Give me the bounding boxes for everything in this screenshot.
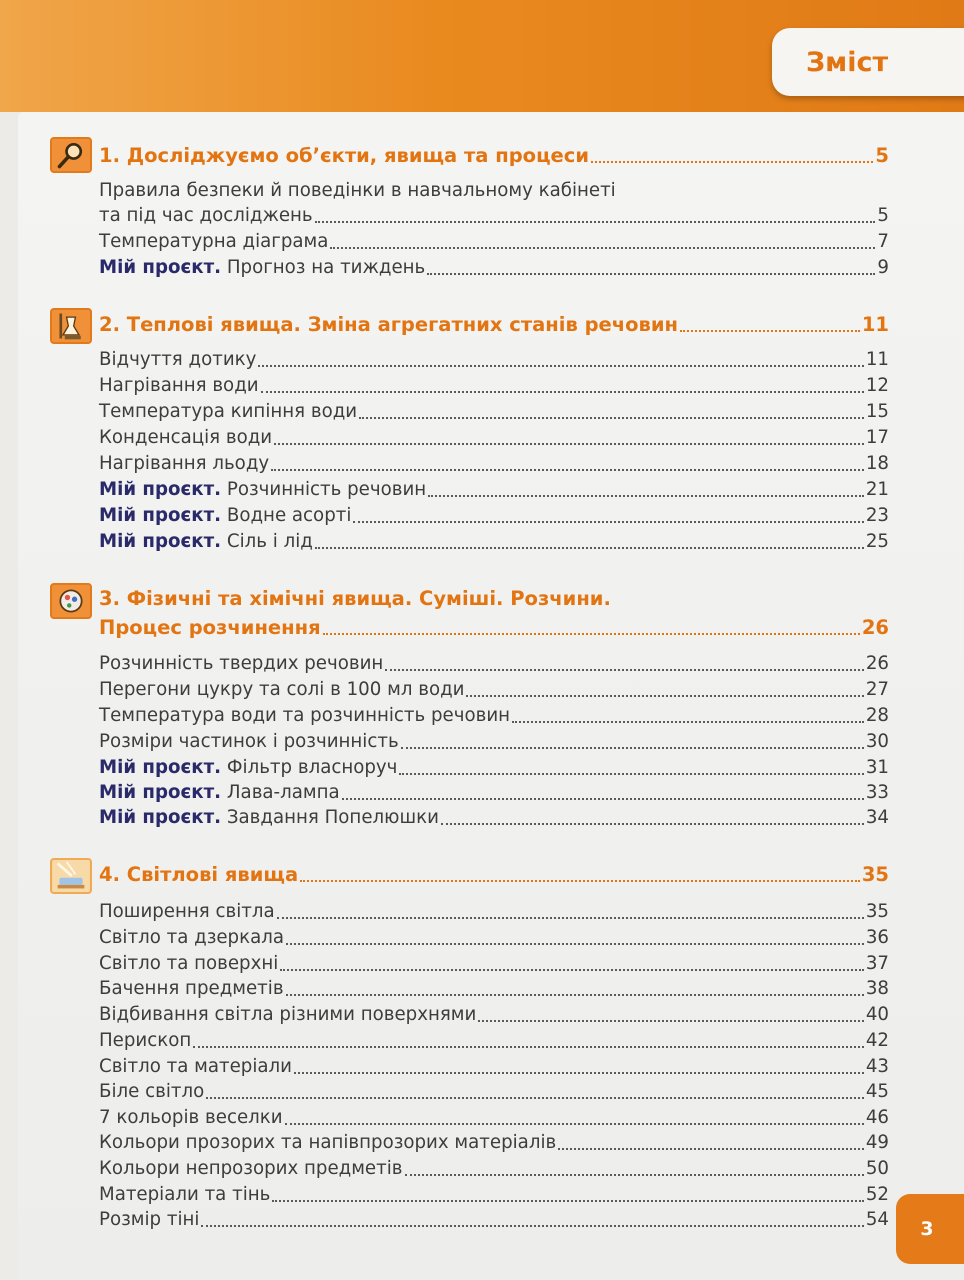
toc-entry[interactable]: Світло та дзеркала 36 xyxy=(99,927,889,948)
toc-entry[interactable]: Температурна діаграма 7 xyxy=(99,231,889,252)
toc-entry[interactable]: Розчинність твердих речовин 26 xyxy=(99,653,889,674)
toc-entry[interactable]: Матеріали та тінь 52 xyxy=(99,1184,889,1205)
magnifier-icon xyxy=(50,137,92,173)
toc-entry[interactable]: Світло та поверхні 37 xyxy=(99,953,889,974)
toc-entry[interactable]: Нагрівання льоду 18 xyxy=(99,453,889,474)
toc-entry[interactable]: Кольори прозорих та напівпрозорих матеріалів 49 xyxy=(99,1132,889,1153)
toc-entry-project[interactable]: Мій проєкт. Лава-лампа 33 xyxy=(99,782,889,803)
toc-entry[interactable]: 7 кольорів веселки 46 xyxy=(99,1107,889,1128)
toc-entry[interactable]: Розмір тіні 54 xyxy=(99,1209,889,1230)
toc-entry[interactable]: Бачення предметів 38 xyxy=(99,978,889,999)
toc-section-4[interactable]: 4. Світлові явища 35 xyxy=(99,863,889,886)
toc-entry-project[interactable]: Мій проєкт. Сіль і лід 25 xyxy=(99,531,889,552)
page-title: Зміст xyxy=(772,28,964,96)
toc-entry[interactable]: Відчуття дотику 11 xyxy=(99,349,889,370)
toc-entry[interactable]: Розміри частинок і розчинність 30 xyxy=(99,731,889,752)
burner-flask-icon xyxy=(50,308,92,344)
toc-entry-line1: Правила безпеки й поведінки в навчальному кабінеті xyxy=(99,180,616,201)
toc-entry[interactable]: Конденсація води 17 xyxy=(99,427,889,448)
toc-entry[interactable]: Перегони цукру та солі в 100 мл води 27 xyxy=(99,679,889,700)
toc-entry-project[interactable]: Мій проєкт. Прогноз на тиждень 9 xyxy=(99,257,889,278)
sunlight-icon xyxy=(50,858,92,894)
toc-entry[interactable]: Температура кипіння води 15 xyxy=(99,401,889,422)
toc-entry[interactable]: Біле світло 45 xyxy=(99,1081,889,1102)
toc-entry[interactable]: Температура води та розчинність речовин 28 xyxy=(99,705,889,726)
toc-entry-project[interactable]: Мій проєкт. Завдання Попелюшки 34 xyxy=(99,807,889,828)
toc-entry[interactable]: Перископ 42 xyxy=(99,1030,889,1051)
toc-section-3-line1: 3. Фізичні та хімічні явища. Суміші. Розчини. xyxy=(99,587,611,610)
toc-entry-project[interactable]: Мій проєкт. Розчинність речовин 21 xyxy=(99,479,889,500)
page-number: 3 xyxy=(896,1194,964,1264)
toc-entry[interactable]: Відбивання світла різними поверхнями 40 xyxy=(99,1004,889,1025)
toc-entry[interactable]: Світло та матеріали 43 xyxy=(99,1056,889,1077)
toc-entry[interactable]: Кольори непрозорих предметів 50 xyxy=(99,1158,889,1179)
toc-section-3[interactable]: Процес розчинення 26 xyxy=(99,616,889,639)
toc-section-1[interactable]: 1. Досліджуємо об’єкти, явища та процеси 5 xyxy=(99,144,889,167)
petri-dish-icon xyxy=(50,583,92,619)
toc-entry-project[interactable]: Мій проєкт. Водне асорті 23 xyxy=(99,505,889,526)
toc-section-2[interactable]: 2. Теплові явища. Зміна агрегатних станів речовин 11 xyxy=(99,313,889,336)
toc-entry[interactable]: Нагрівання води 12 xyxy=(99,375,889,396)
toc-entry[interactable]: та під час досліджень 5 xyxy=(99,205,889,226)
toc-entry[interactable]: Поширення світла 35 xyxy=(99,901,889,922)
toc-entry-project[interactable]: Мій проєкт. Фільтр власноруч 31 xyxy=(99,757,889,778)
